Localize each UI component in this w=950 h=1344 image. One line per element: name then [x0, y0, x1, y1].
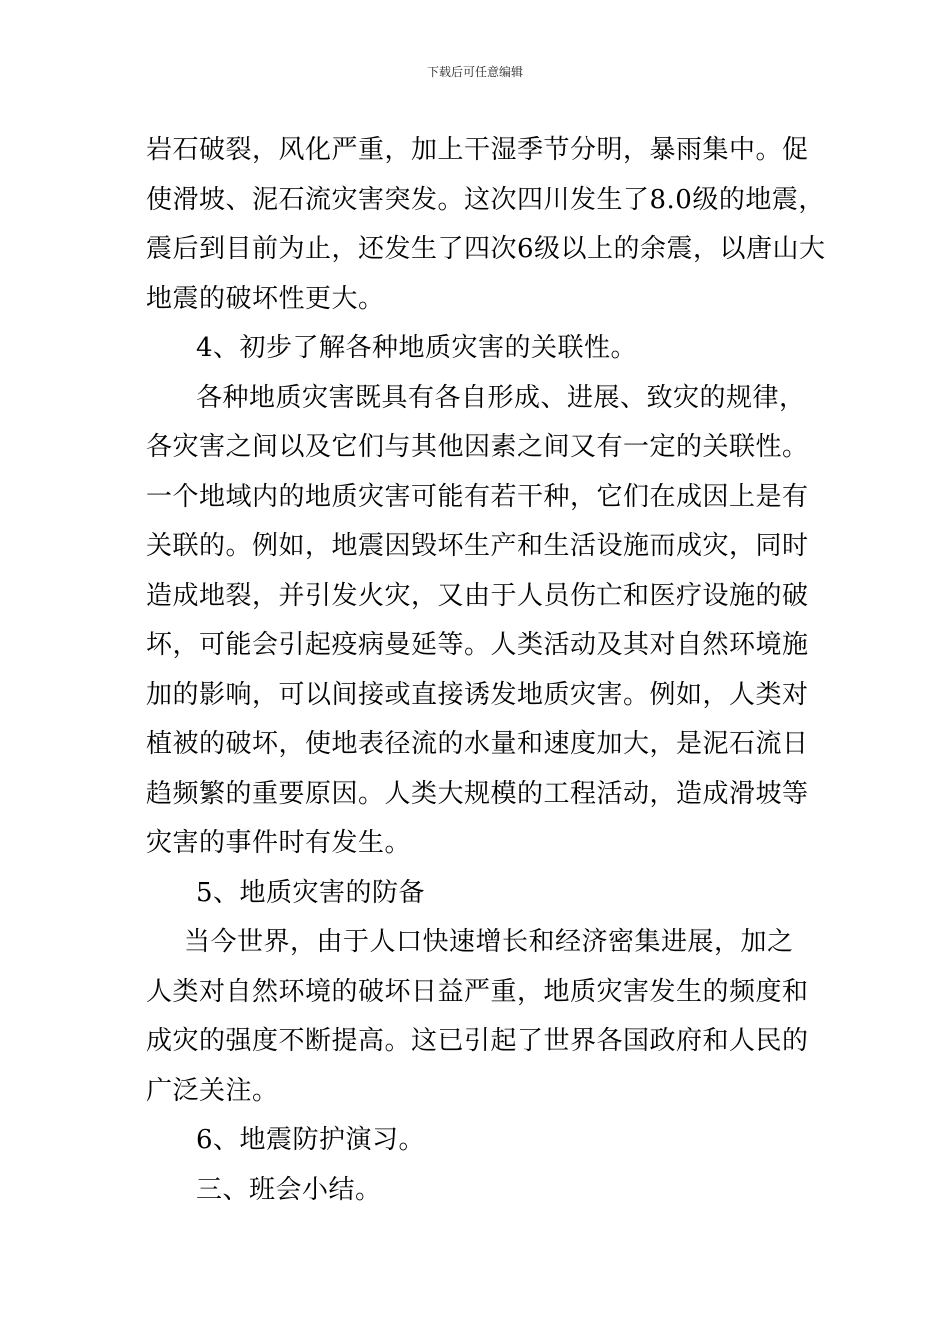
text-line: 趋频繁的重要原因。人类大规模的工程活动，造成滑坡等	[146, 778, 809, 809]
text-line: 加的影响，可以间接或直接诱发地质灾害。例如，人类对	[146, 679, 809, 710]
section-heading: 6、地震防护演习。	[196, 1125, 426, 1155]
document-body	[146, 126, 826, 1215]
text-line: 各灾害之间以及它们与其他因素之间又有一定的关联性。	[146, 432, 809, 462]
paragraph-start: 当今世界，由于人口快速增长和经济密集进展，加之	[184, 927, 794, 957]
text-line: 关联的。例如，地震因毁坏生产和生活设施而成灾，同时	[146, 531, 809, 561]
paragraph-start: 各种地质灾害既具有各自形成、进展、致灾的规律，	[196, 382, 806, 413]
page-header: 下载后可任意编辑	[426, 65, 523, 79]
section-heading: 5、地质灾害的防备	[196, 877, 426, 908]
text-line: 灾害的事件时有发生。	[146, 828, 412, 858]
section-heading: 4、初步了解各种地质灾害的关联性。	[196, 333, 638, 363]
text-line: 震后到目前为止，还发生了四次6级以上的余震，以唐山大	[146, 234, 826, 264]
text-line: 使滑坡、泥石流灾害突发。这次四川发生了8.0级的地震，	[146, 184, 825, 215]
text-line: 坏，可能会引起疫病曼延等。人类活动及其对自然环境施	[146, 630, 809, 660]
text-line: 植被的破坏，使地表径流的水量和速度加大，是泥石流日	[146, 729, 809, 759]
text-line: 岩石破裂，风化严重，加上干湿季节分明，暴雨集中。促	[146, 135, 809, 165]
text-line: 广泛关注。	[146, 1075, 279, 1106]
text-line: 地震的破坏性更大。	[146, 283, 385, 314]
text-line: 造成地裂，并引发火灾，又由于人员伤亡和医疗设施的破	[146, 580, 809, 611]
text-line: 成灾的强度不断提高。这已引起了世界各国政府和人民的	[146, 1026, 809, 1056]
section-heading: 三、班会小结。	[196, 1174, 382, 1205]
text-line: 一个地域内的地质灾害可能有若干种，它们在成因上是有	[146, 481, 809, 512]
text-line: 人类对自然环境的破坏日益严重，地质灾害发生的频度和	[146, 976, 809, 1007]
